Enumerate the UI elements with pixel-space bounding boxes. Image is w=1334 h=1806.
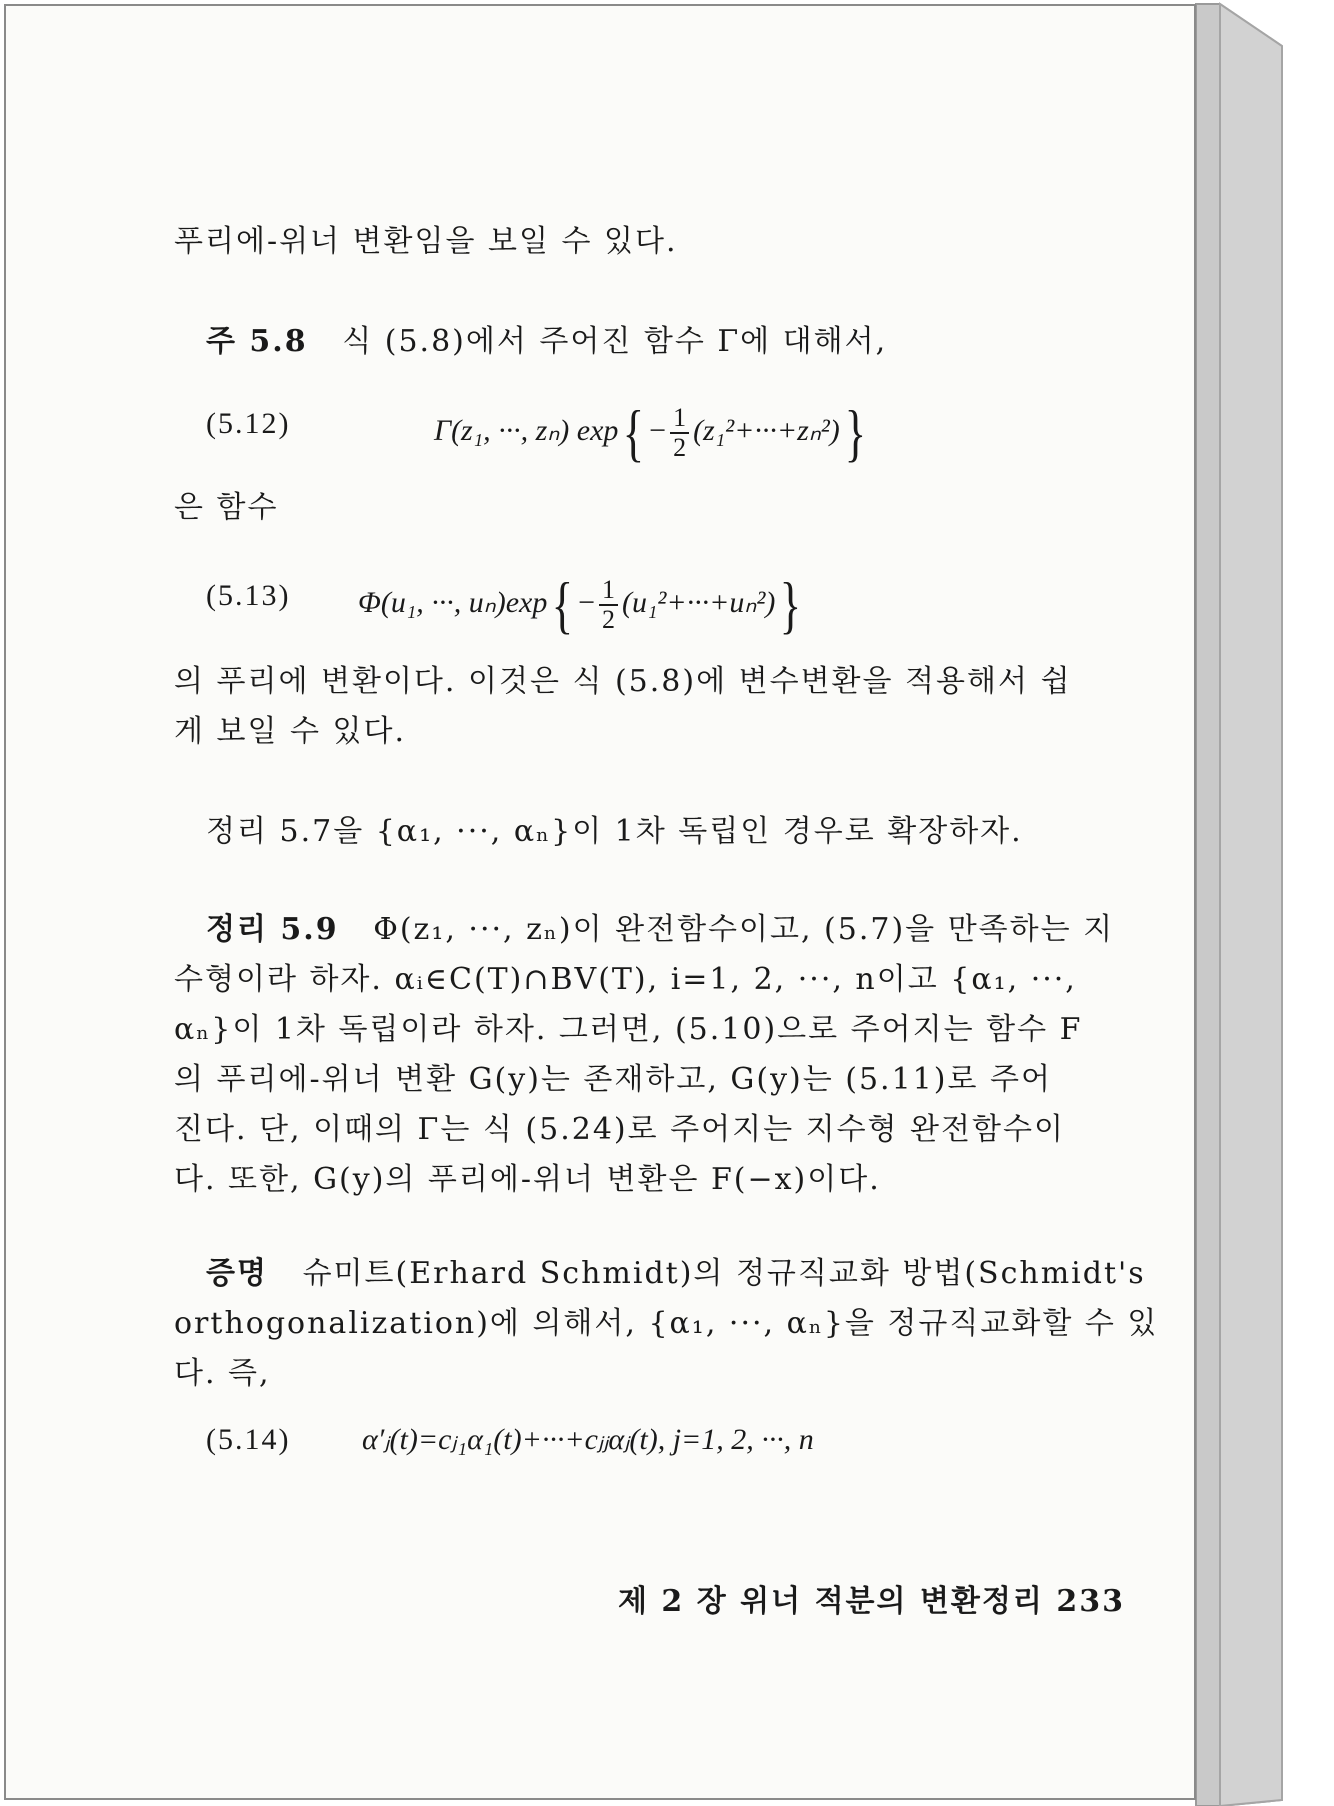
- eq13-left-brace: {: [551, 569, 574, 640]
- eq13-minus: −: [578, 585, 595, 619]
- theorem-5-9-first-line: [206, 910, 1114, 950]
- eq12-fraction: [670, 404, 689, 462]
- proof-line: 슈미트(Erhard Schmidt)의 정규직교화 방법(Schmidt's: [302, 1256, 1146, 1291]
- equation-5-13: [358, 569, 806, 640]
- eq13-frac-den: 2: [601, 605, 615, 634]
- eq12-inner: (z₁²+···+zₙ²): [693, 413, 840, 447]
- theorem-line: αₙ}이 1차 독립이라 하자. 그러면, (5.10)으로 주어지는 함수 F: [174, 1012, 1083, 1047]
- eq13-left: Φ(u₁, ···, uₙ)exp: [358, 585, 548, 619]
- eq12-frac-num: 1: [670, 404, 689, 434]
- eq12-left-brace: {: [623, 397, 645, 468]
- equation-label-5-13: (5.13): [206, 579, 291, 612]
- eq12-frac-den: 2: [673, 433, 687, 462]
- text-line-1: 푸리에-위너 변환임을 보일 수 있다.: [174, 224, 678, 259]
- eq13-frac-num: 1: [599, 576, 618, 606]
- eq13-fraction: [599, 576, 618, 634]
- proof-line: orthogonalization)에 의해서, {α₁, ···, αₙ}을 정규직교화할 수 있: [174, 1306, 1159, 1341]
- note-label: 주 5.8: [206, 324, 308, 359]
- proof-line: 다. 즉,: [174, 1356, 271, 1391]
- eq12-minus: −: [649, 413, 667, 447]
- equation-label-5-14: (5.14): [206, 1423, 291, 1456]
- theorem-label: 정리 5.9: [206, 912, 339, 947]
- paragraph-line: 의 푸리에 변환이다. 이것은 식 (5.8)에 변수변환을 적용해서 쉽: [174, 664, 1072, 699]
- note-text: 식 (5.8)에서 주어진 함수 Γ에 대해서,: [342, 324, 888, 359]
- eq13-right-brace: }: [779, 569, 802, 640]
- text-is-function: 은 함수: [174, 490, 279, 525]
- theorem-line: Φ(z₁, ···, zₙ)이 완전함수이고, (5.7)을 만족하는 지: [373, 912, 1115, 947]
- eq12-right-brace: }: [844, 397, 866, 468]
- theorem-line: 수형이라 하자. αᵢ∈C(T)∩BV(T), i=1, 2, ···, n이고 {α₁, ···,: [174, 962, 1077, 997]
- equation-5-12: [434, 397, 870, 468]
- note-5-8: [206, 322, 887, 362]
- eq12-left: Γ(z₁, ···, zₙ) exp: [434, 413, 619, 447]
- proof-first-line: [206, 1254, 1146, 1294]
- extension-line: 정리 5.7을 {α₁, ···, αₙ}이 1차 독립인 경우로 확장하자.: [206, 814, 1023, 849]
- document-page: [4, 4, 1196, 1800]
- eq13-inner: (u₁²+···+uₙ²): [621, 585, 776, 619]
- page-footer: 제 2 장 위너 적분의 변환정리 233: [618, 1584, 1125, 1619]
- equation-label-5-12: (5.12): [206, 407, 291, 440]
- theorem-line: 의 푸리에-위너 변환 G(y)는 존재하고, G(y)는 (5.11)로 주어: [174, 1062, 1052, 1097]
- theorem-line: 진다. 단, 이때의 Γ는 식 (5.24)로 주어지는 지수형 완전함수이: [174, 1112, 1065, 1147]
- theorem-line: 다. 또한, G(y)의 푸리에-위너 변환은 F(−x)이다.: [174, 1162, 881, 1197]
- paragraph-line: 게 보일 수 있다.: [174, 714, 407, 749]
- equation-5-14: α′ⱼ(t)=cⱼ₁α₁(t)+···+cⱼⱼαⱼ(t), j=1, 2, ···, n: [362, 1423, 814, 1456]
- proof-label: 증명: [206, 1256, 268, 1291]
